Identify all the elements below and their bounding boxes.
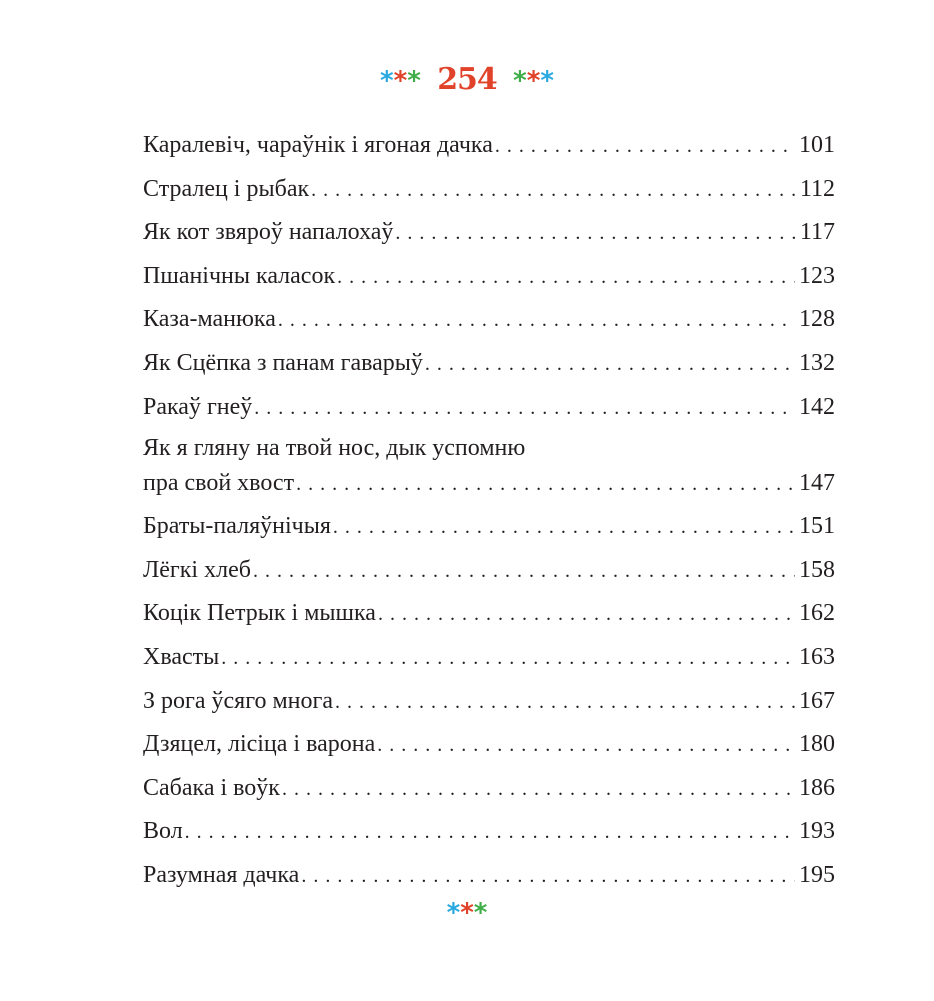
- toc-entry-page: 162: [799, 600, 835, 627]
- toc-entry-title: Браты-паляўнічыя: [143, 513, 331, 540]
- toc-entry-title: Як Сцёпка з панам гаварыў: [143, 349, 423, 376]
- toc-entry-title: Ракаў гнеў: [143, 393, 253, 420]
- dot-leader: [311, 169, 796, 212]
- toc-entry-page: 163: [799, 643, 835, 670]
- toc-entry-title: Пшанічны каласок: [143, 262, 336, 289]
- toc-entry-title-line1: Як я гляну на твой нос, дык успомню: [143, 435, 526, 462]
- table-of-contents: [143, 124, 835, 898]
- toc-entry-title: Сабака і воўк: [143, 774, 280, 801]
- toc-entry: [143, 211, 835, 255]
- dot-leader: [254, 387, 795, 430]
- toc-entry: [143, 342, 835, 386]
- toc-entry: [143, 549, 835, 593]
- toc-entry: [143, 854, 835, 898]
- dot-leader: [333, 506, 795, 549]
- star-icon: *: [407, 66, 421, 96]
- toc-entry: [143, 636, 835, 680]
- toc-entry-page: 158: [799, 556, 835, 583]
- toc-entry-page: 186: [799, 774, 835, 801]
- toc-entry-page: 123: [799, 262, 835, 289]
- toc-entry-page: 128: [799, 306, 835, 333]
- toc-entry: [143, 386, 835, 430]
- dot-leader: [495, 125, 795, 168]
- toc-entry-page: 112: [799, 175, 835, 202]
- page-header: [0, 62, 934, 99]
- toc-entry-title: Разумная дачка: [143, 861, 300, 888]
- page-number: 254: [437, 62, 497, 97]
- toc-entry-page: 132: [799, 349, 835, 376]
- toc-entry: [143, 124, 835, 168]
- toc-entry-title: Коцік Петрык і мышка: [143, 600, 376, 627]
- toc-entry-page: 151: [799, 513, 835, 540]
- toc-entry-title: Стралец і рыбак: [143, 175, 310, 202]
- toc-entry: [143, 429, 835, 500]
- dot-leader: [221, 637, 795, 680]
- star-icon: *: [540, 66, 554, 96]
- toc-entry: [143, 255, 835, 299]
- dot-leader: [282, 768, 795, 811]
- toc-entry-page: 193: [799, 818, 835, 845]
- dot-leader: [378, 593, 795, 636]
- dot-leader: [296, 468, 795, 500]
- dot-leader: [395, 212, 795, 255]
- toc-entry-page: 117: [799, 219, 835, 246]
- toc-entry-page: 195: [799, 861, 835, 888]
- star-icon: *: [460, 898, 474, 928]
- toc-entry-title: пра свой хвост: [143, 470, 295, 497]
- star-icon: *: [513, 66, 527, 96]
- star-icon: *: [526, 66, 541, 96]
- toc-entry-page: 101: [799, 132, 835, 158]
- dot-leader: [301, 855, 795, 898]
- toc-entry-title: З рога ўсяго многа: [143, 687, 333, 714]
- dot-leader: [377, 724, 795, 767]
- toc-entry-title: Каралевіч, чараўнік і ягоная дачка: [143, 132, 493, 158]
- toc-entry-page: 167: [799, 687, 835, 714]
- dot-leader: [425, 343, 795, 386]
- toc-entry: [143, 168, 835, 212]
- toc-entry: [143, 810, 835, 854]
- toc-entry-title: Дзяцел, лісіца і варона: [143, 731, 376, 758]
- dot-leader: [337, 256, 795, 299]
- toc-entry: [143, 767, 835, 811]
- toc-entry-title: Лёгкі хлеб: [143, 556, 251, 583]
- star-icon: *: [473, 898, 488, 928]
- star-icon: *: [380, 66, 394, 96]
- toc-entry-title: Вол: [143, 818, 183, 845]
- toc-entry: [143, 680, 835, 724]
- toc-entry: [143, 723, 835, 767]
- toc-entry-page: 180: [799, 731, 835, 758]
- page-footer: [0, 898, 934, 928]
- toc-entry-page: 147: [799, 470, 835, 497]
- star-icon: *: [446, 898, 461, 928]
- toc-entry-title: Каза-манюка: [143, 306, 276, 333]
- toc-entry-page: 142: [799, 393, 835, 420]
- toc-entry-title: Як кот звяроў напалохаў: [143, 219, 394, 246]
- toc-entry: [143, 505, 835, 549]
- dot-leader: [335, 681, 795, 724]
- star-icon: *: [393, 66, 408, 96]
- toc-entry-title: Хвасты: [143, 643, 220, 670]
- toc-entry: [143, 298, 835, 342]
- dot-leader: [253, 550, 795, 593]
- dot-leader: [278, 299, 795, 342]
- dot-leader: [185, 811, 795, 854]
- toc-entry: [143, 592, 835, 636]
